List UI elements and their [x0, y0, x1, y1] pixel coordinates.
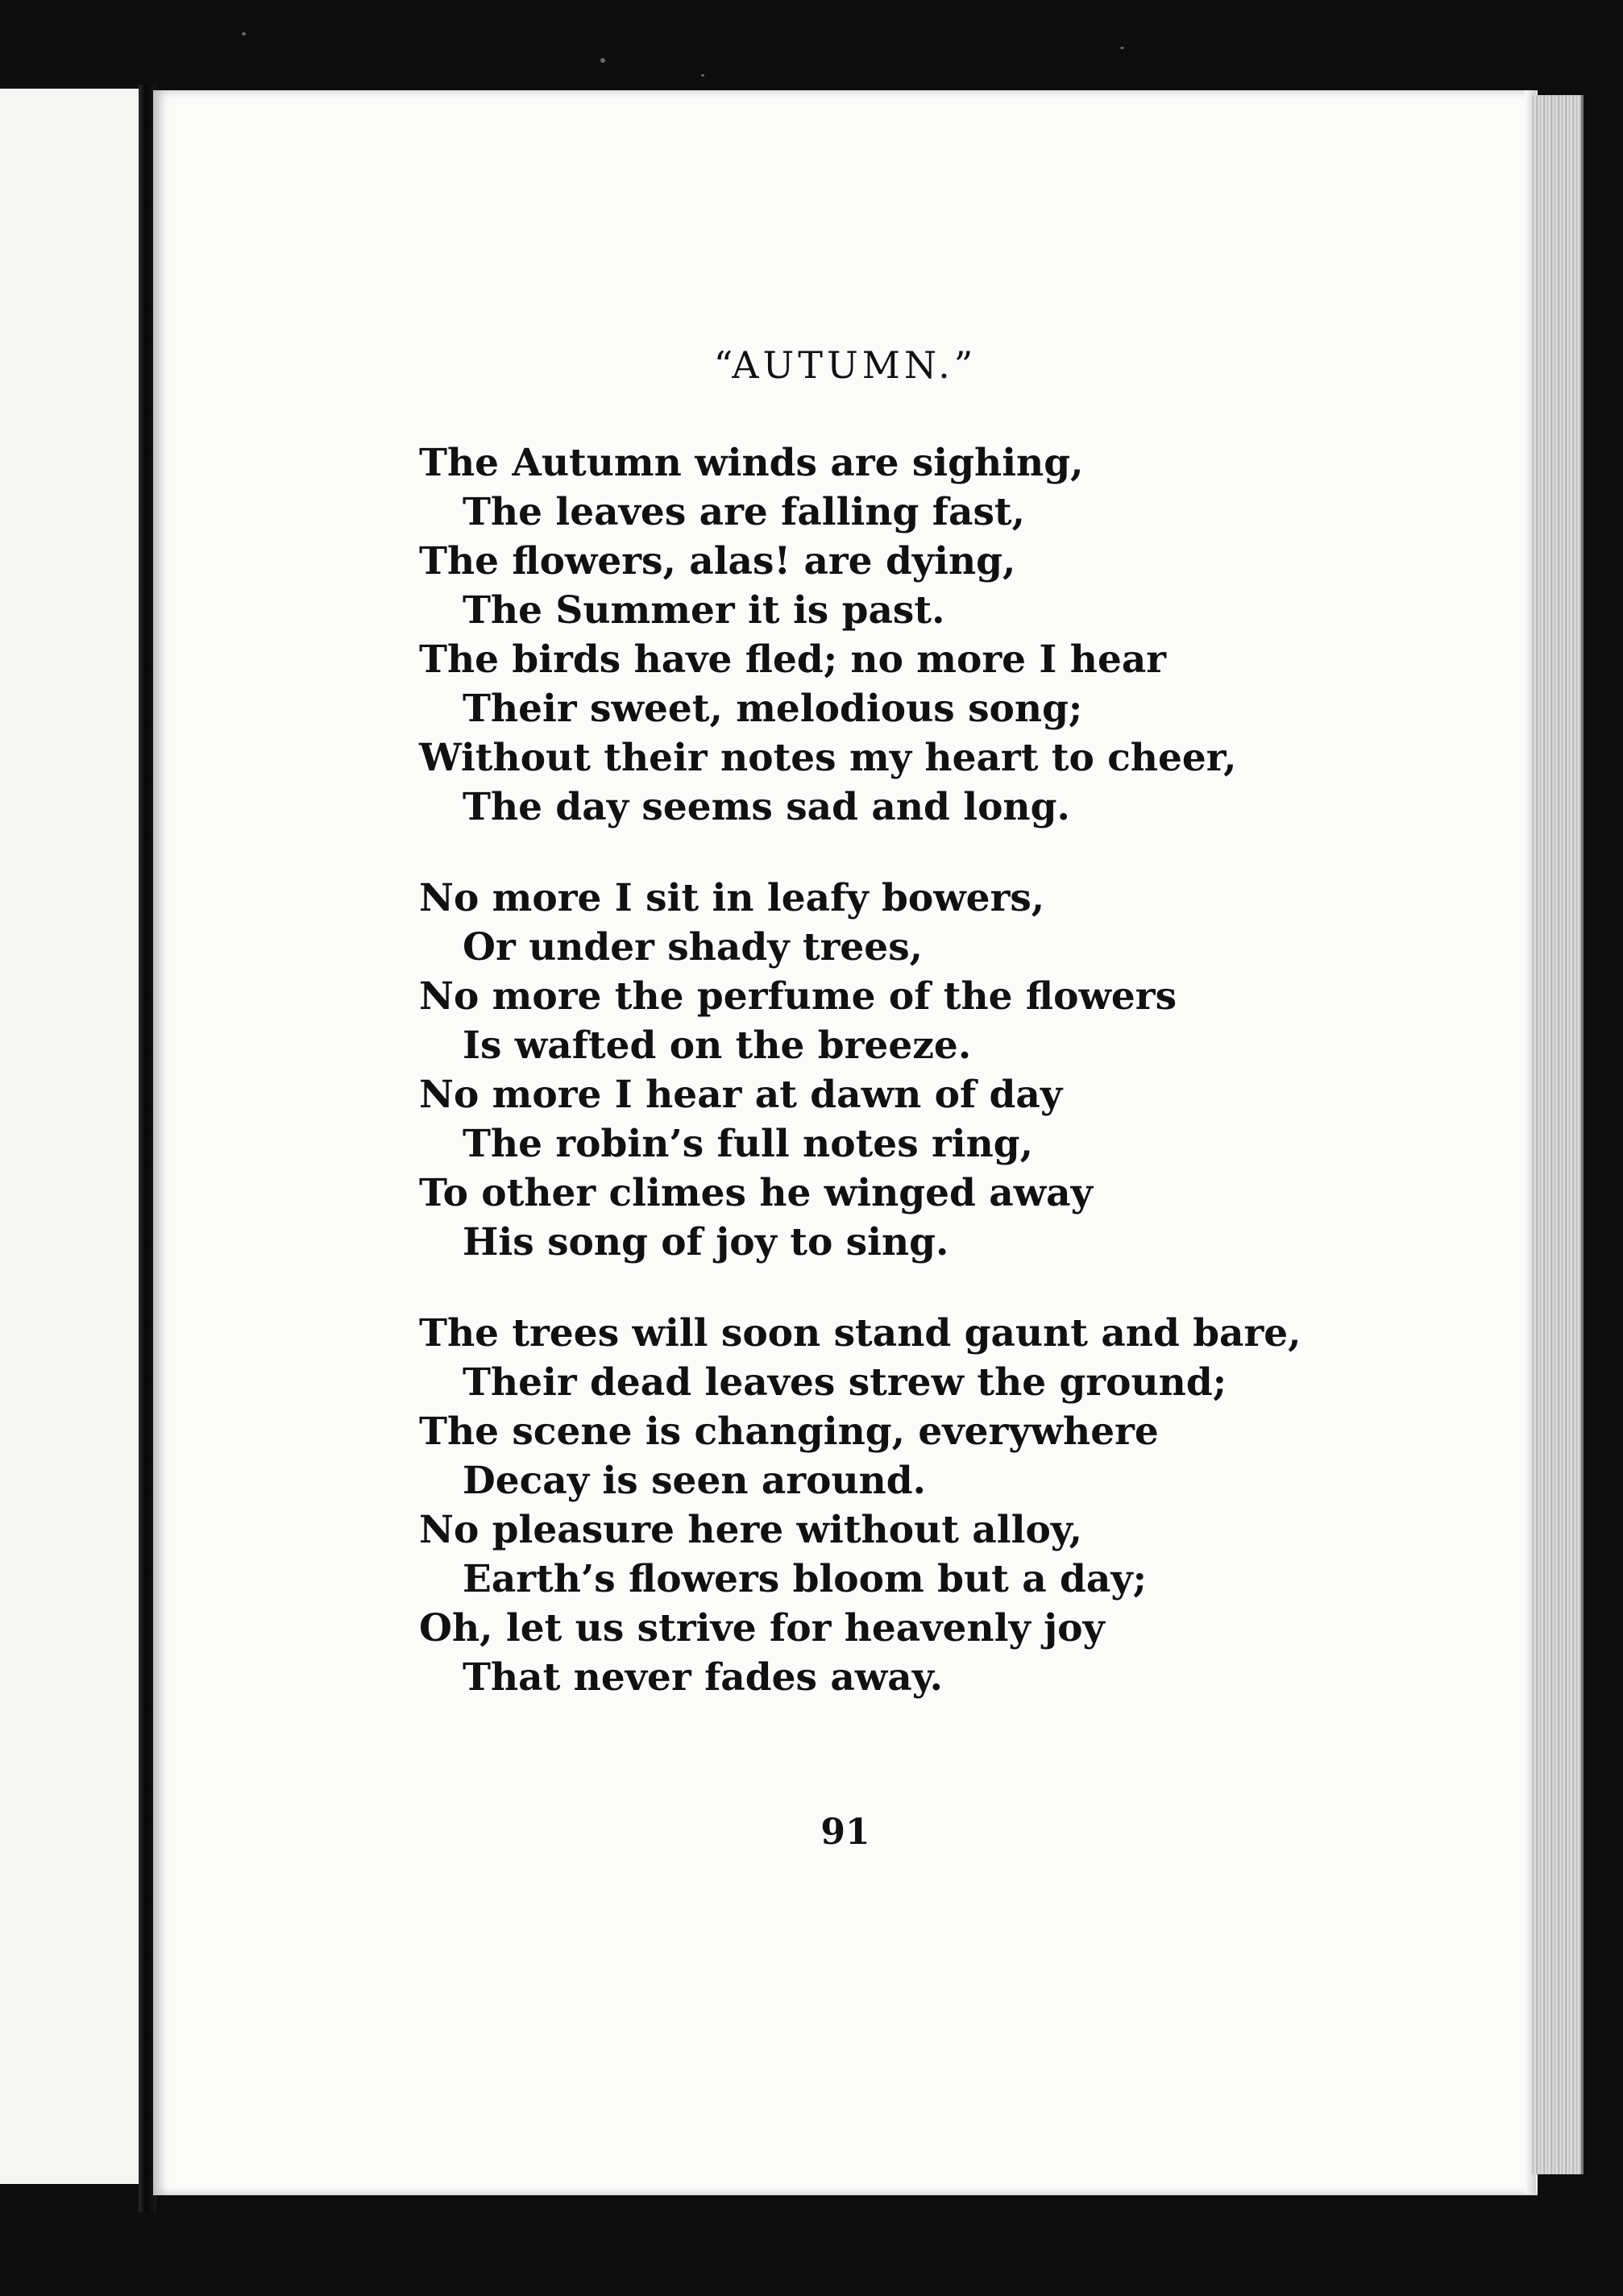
stanza: [419, 438, 1467, 832]
poem-line: Earth’s flowers bloom but a day;: [463, 1557, 1147, 1601]
poem-line: Is wafted on the breeze.: [463, 1023, 972, 1068]
poem-line: Their sweet, melodious song;: [463, 687, 1083, 731]
facing-page-edge: [0, 89, 143, 2184]
poem-line: The leaves are falling fast,: [463, 490, 1025, 534]
poem-line: No pleasure here without alloy,: [419, 1508, 1082, 1552]
poem-line: The birds have fled; no more I hear: [419, 637, 1167, 682]
poem-title: “AUTUMN.”: [713, 343, 978, 387]
book-page: [153, 90, 1538, 2195]
poem-line: Or under shady trees,: [463, 925, 924, 969]
poem-line: The trees will soon stand gaunt and bare,: [419, 1311, 1301, 1356]
poem-line: Their dead leaves strew the ground;: [463, 1360, 1227, 1405]
poem-line: Oh, let us strive for heavenly joy: [419, 1606, 1105, 1650]
poem-line: The robin’s full notes ring,: [463, 1122, 1034, 1166]
poem-line: That never fades away.: [463, 1655, 943, 1700]
stanza: [419, 1309, 1467, 1702]
poem-line: The Summer it is past.: [463, 588, 945, 633]
poem-line: To other climes he winged away: [419, 1171, 1093, 1215]
page-edges: [1531, 95, 1584, 2174]
poem-line: The day seems sad and long.: [463, 785, 1070, 829]
poem-line: No more I sit in leafy bowers,: [419, 876, 1045, 920]
poem-line: The scene is changing, everywhere: [419, 1410, 1159, 1454]
poem-line: The flowers, alas! are dying,: [419, 539, 1016, 583]
poem-line: Without their notes my heart to cheer,: [419, 736, 1237, 780]
poem-line: The Autumn winds are sighing,: [419, 441, 1084, 485]
poem-line: No more the perfume of the flowers: [419, 974, 1177, 1019]
poem-line: His song of joy to sing.: [463, 1220, 949, 1264]
poem-line: No more I hear at dawn of day: [419, 1073, 1063, 1117]
stanza: [419, 874, 1467, 1267]
poem-line: Decay is seen around.: [463, 1459, 927, 1503]
poem-body: [419, 438, 1467, 1744]
page-number: 91: [820, 1812, 870, 1853]
